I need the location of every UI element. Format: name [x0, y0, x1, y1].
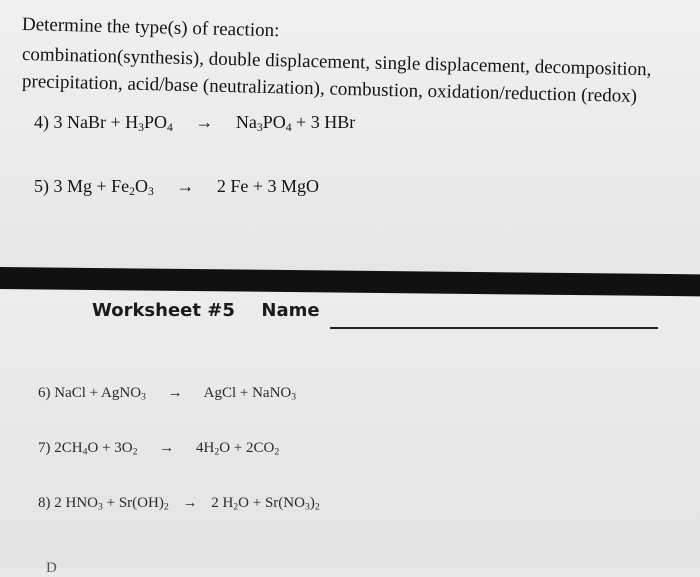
products: $4H_2O + 2CO_2$ — [195, 440, 280, 458]
reaction-arrow: → — [176, 176, 195, 196]
reaction-types-line-1: combination(synthesis), double displacement, single displacement, decomposition, — [21, 44, 652, 81]
reaction-arrow: → — [167, 385, 183, 401]
reaction-number: 7) — [38, 440, 51, 456]
reaction-arrow: → — [195, 112, 214, 132]
name-label: Name — [261, 300, 320, 321]
products: 2 Fe + 3 MgO — [216, 176, 319, 196]
cut-off-text: D — [46, 560, 57, 576]
reaction-8 — [38, 495, 320, 512]
reaction-arrow: → — [159, 440, 175, 456]
reaction-number: 8) — [38, 495, 51, 511]
reaction-number: 4) — [34, 112, 49, 132]
reaction-number: 6) — [38, 385, 51, 401]
reaction-number: 5) — [34, 176, 49, 196]
reaction-4 — [34, 112, 355, 133]
worksheet-header — [92, 300, 320, 321]
products: $Na_3PO_4 + 3$ HBr — [235, 112, 356, 134]
reactants: 3 $Mg + Fe_2O_3$ — [53, 176, 154, 198]
products: 2 $H_2O + Sr(NO_3)_2$ — [211, 495, 320, 513]
upper-worksheet-section — [0, 0, 700, 272]
reaction-5 — [34, 176, 319, 197]
reaction-7 — [38, 440, 279, 457]
instructions-heading: Determine the type(s) of reaction: — [21, 14, 280, 42]
reaction-arrow: → — [182, 495, 198, 511]
reactants: $2CH_4O + 3O_2$ — [54, 440, 138, 458]
reactants: NaCl + AgNO$_3$ — [54, 385, 146, 403]
products: AgCl + NaNO$_3$ — [203, 385, 297, 403]
reaction-6 — [38, 385, 296, 402]
name-blank-line — [330, 327, 658, 329]
reactants: 2 $HNO_3 + Sr(OH)_2$ — [54, 495, 169, 513]
reaction-types-line-2: precipitation, acid/base (neutralization), combustion, oxidation/reduction (redox) — [21, 71, 638, 108]
worksheet-title: Worksheet #5 — [92, 300, 235, 321]
reactants: 3 NaBr + $H_3PO_4$ — [53, 112, 173, 134]
